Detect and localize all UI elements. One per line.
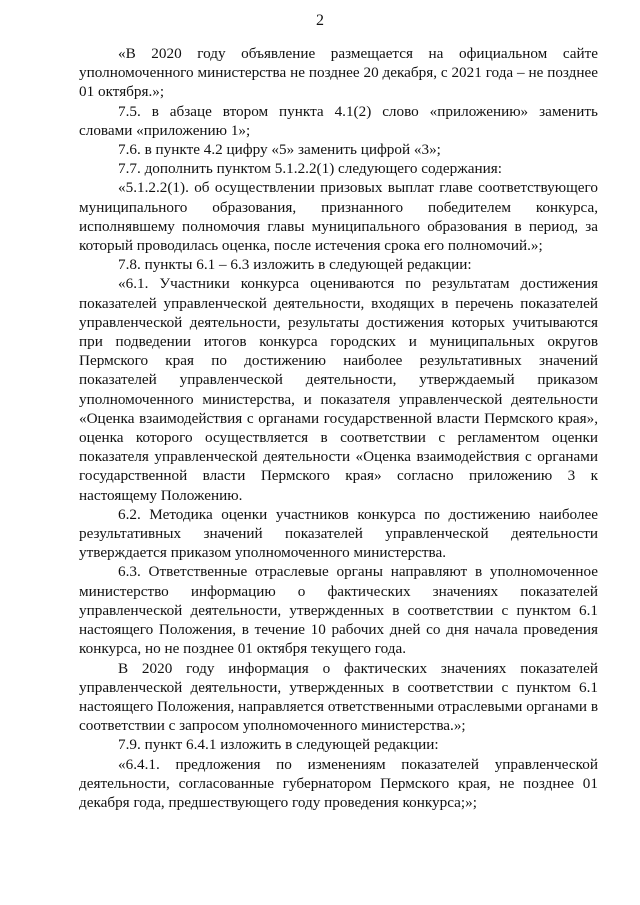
paragraph-item-7-9: 7.9. пункт 6.4.1 изложить в следующей редакции: bbox=[118, 736, 439, 754]
paragraph-item-5-1-2-2-1: «5.1.2.2(1). об осуществлении призовых выплат главе соответствующего муниципального образования, признанного победителем конкурса, исполнявшему полномочия главы муниципального образования в период, за который проводилась оценка, после истечения срока его полномочий.»; bbox=[79, 179, 598, 255]
paragraph-item-7-8: 7.8. пункты 6.1 – 6.3 изложить в следующей редакции: bbox=[118, 256, 472, 274]
paragraph-item-6-4-1: «6.4.1. предложения по изменениям показателей управленческой деятельности, согласованные губернатором Пермского края, не позднее 01 декабря года, предшествующего году проведения конкурса;»; bbox=[79, 755, 598, 811]
paragraph-item-6-3: 6.3. Ответственные отраслевые органы направляют в уполномоченное министерство информацию о фактических значениях показателей управленческой деятельности, утвержденных в соответствии с пунктом 6.1 настоящего Положения, в течение 10 рабочих дней со дня начала проведения конкурса, но не позднее 01 октября текущего года. bbox=[79, 563, 598, 658]
paragraph-item-7-7: 7.7. дополнить пунктом 5.1.2.2(1) следующего содержания: bbox=[118, 160, 502, 178]
paragraph-2020-information: В 2020 году информация о фактических значениях показателей управленческой деятельности, утвержденных в соответствии с пунктом 6.1 настоящего Положения, направляется ответственными отраслевыми органами в соответствии с запросом уполномоченного министерства.»; bbox=[79, 659, 598, 735]
page-number: 2 bbox=[316, 12, 324, 29]
paragraph-announcement-date: «В 2020 году объявление размещается на официальном сайте уполномоченного министерства не позднее 20 декабря, с 2021 года – не позднее 01 октября.»; bbox=[79, 45, 598, 101]
paragraph-item-6-2: 6.2. Методика оценки участников конкурса по достижению наиболее результативных значений показателей управленческой деятельности утверждается приказом уполномоченного министерства. bbox=[79, 505, 598, 562]
document-body bbox=[79, 44, 598, 812]
paragraph-item-7-6: 7.6. в пункте 4.2 цифру «5» заменить цифрой «3»; bbox=[118, 141, 441, 159]
paragraph-item-7-5: 7.5. в абзаце втором пункта 4.1(2) слово «приложению» заменить словами «приложению 1»; bbox=[79, 102, 598, 139]
paragraph-item-6-1: «6.1. Участники конкурса оцениваются по результатам достижения показателей управленческой деятельности, входящих в перечень показателей управленческой деятельности, результаты достижения которых учитываются при подведении итогов конкурса городских и муниципальных округов Пермского края по достижению наиболее результативных значений показателей управленческой деятельности, утверждаемый приказом уполномоченного министерства, и показателя управленческой деятельности «Оценка взаимодействия с органами государственной власти Пермского края», оценка которого осуществляется в соответствии с регламентом оценки показателя управленческой деятельности «Оценка взаимодействия с органами государственной власти Пермского края» согласно приложению 3 к настоящему Положению. bbox=[79, 275, 598, 504]
